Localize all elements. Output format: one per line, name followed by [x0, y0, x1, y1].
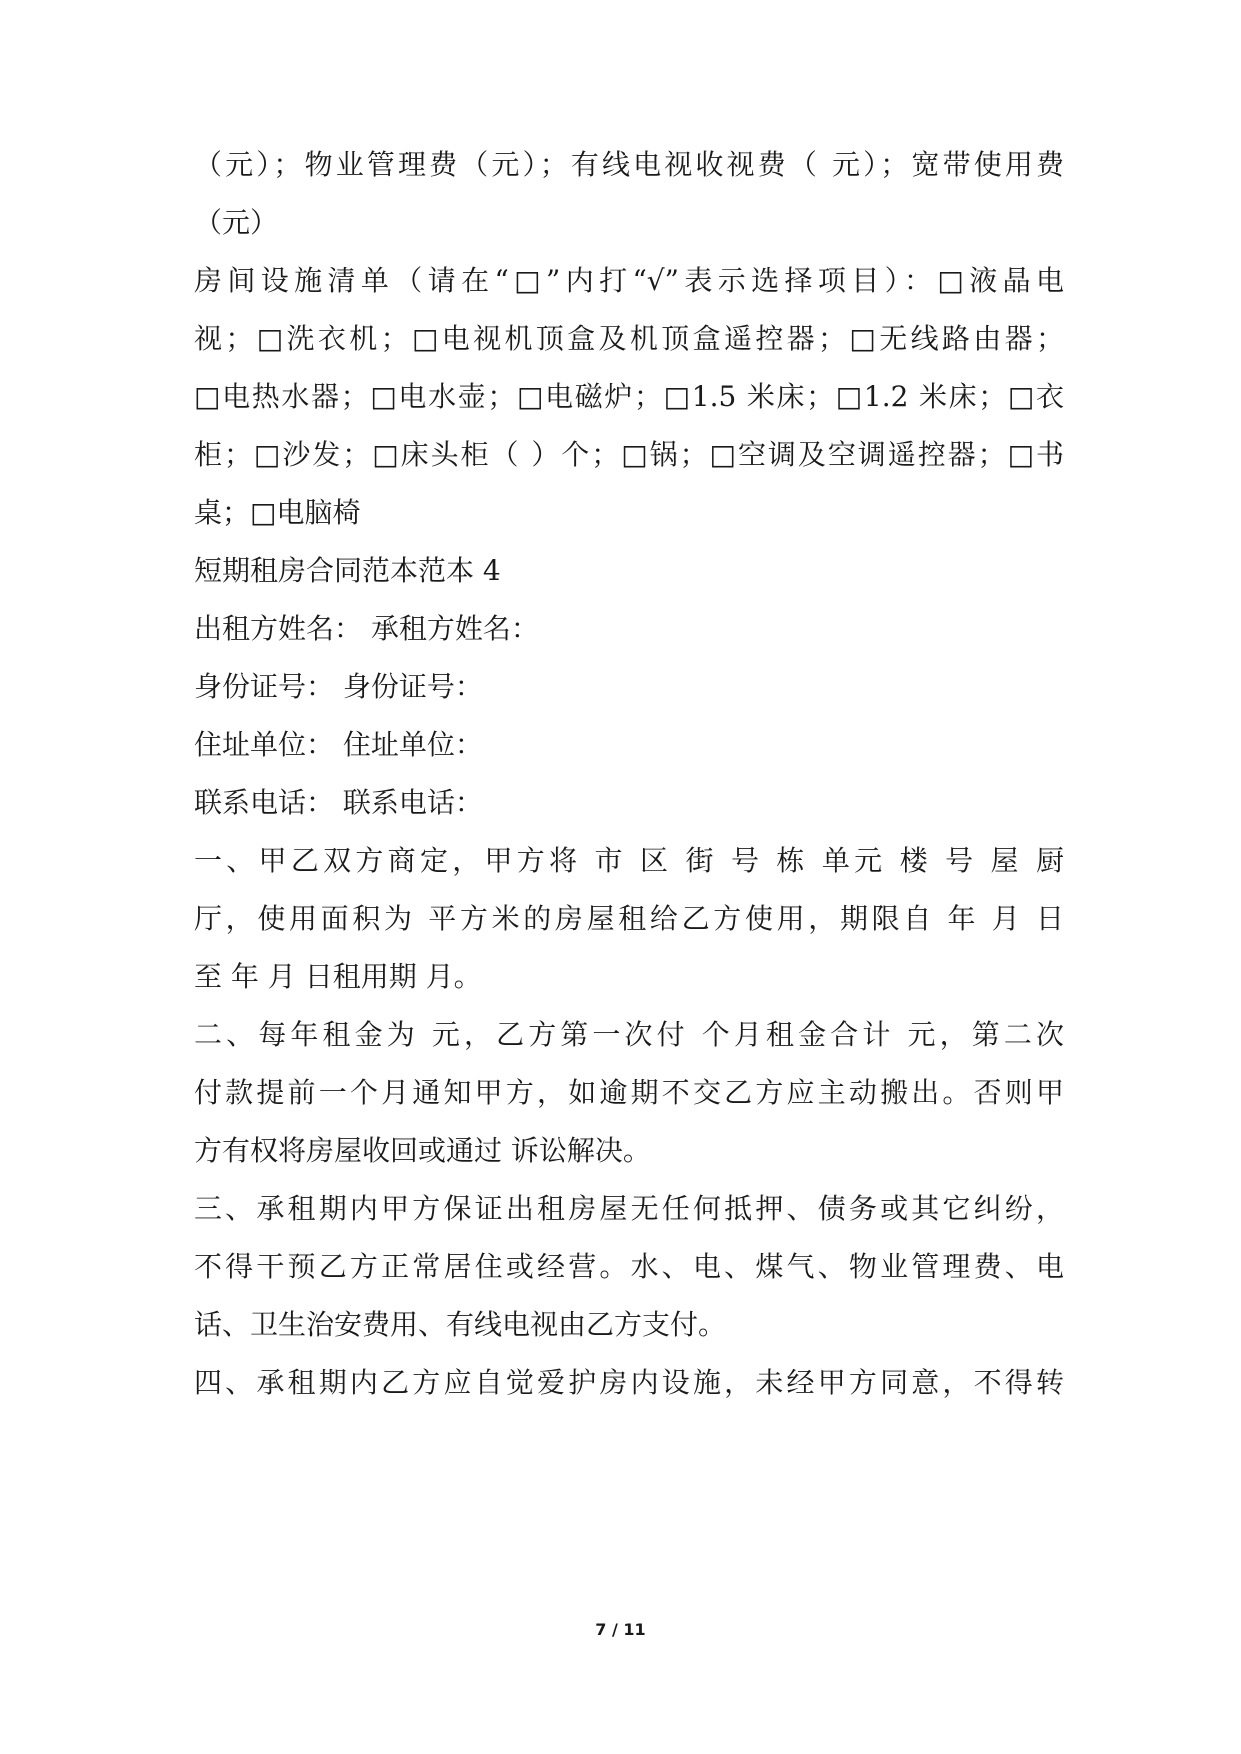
text-line: 一、甲乙双方商定，甲方将 市 区 街 号 栋 单元 楼 号 屋 厨 [194, 844, 1064, 877]
text-line: 付款提前一个月通知甲方，如逾期不交乙方应主动搬出。否则甲 [194, 1076, 1064, 1109]
text-line: 身份证号： 身份证号： [194, 670, 483, 703]
text-line: □电热水器；□电水壶；□电磁炉；□1.5 米床；□1.2 米床；□衣 [194, 380, 1064, 413]
text-line: （元）；物业管理费（元）；有线电视收视费（ 元）；宽带使用费 [194, 148, 1064, 181]
text-line: 房间设施清单（请在“□”内打“√”表示选择项目）：□液晶电 [194, 264, 1064, 297]
text-line: 二、每年租金为 元，乙方第一次付 个月租金合计 元，第二次 [194, 1018, 1064, 1051]
text-line: 三、承租期内甲方保证出租房屋无任何抵押、债务或其它纠纷， [194, 1192, 1064, 1225]
text-line: 桌；□电脑椅 [194, 496, 361, 529]
text-line: 住址单位： 住址单位： [194, 728, 483, 761]
text-line: 四、承租期内乙方应自觉爱护房内设施，未经甲方同意，不得转 [194, 1366, 1064, 1399]
section-heading: 短期租房合同范本范本 4 [194, 554, 501, 587]
text-line: （元） [194, 206, 279, 239]
text-line: 视；□洗衣机；□电视机顶盒及机顶盒遥控器；□无线路由器； [194, 322, 1064, 355]
text-line: 话、卫生治安费用、有线电视由乙方支付。 [194, 1308, 727, 1341]
text-line: 不得干预乙方正常居住或经营。水、电、煤气、物业管理费、电 [194, 1250, 1064, 1283]
page-number: 7 / 11 [595, 1620, 646, 1639]
text-line: 柜；□沙发；□床头柜（ ）个；□锅；□空调及空调遥控器；□书 [194, 438, 1064, 471]
text-line: 出租方姓名： 承租方姓名： [194, 612, 539, 645]
text-line: 方有权将房屋收回或通过 诉讼解决。 [194, 1134, 651, 1167]
text-line: 厅，使用面积为 平方米的房屋租给乙方使用，期限自 年 月 日 [194, 902, 1064, 935]
text-line: 联系电话： 联系电话： [194, 786, 483, 819]
text-line: 至 年 月 日租用期 月。 [194, 960, 482, 993]
